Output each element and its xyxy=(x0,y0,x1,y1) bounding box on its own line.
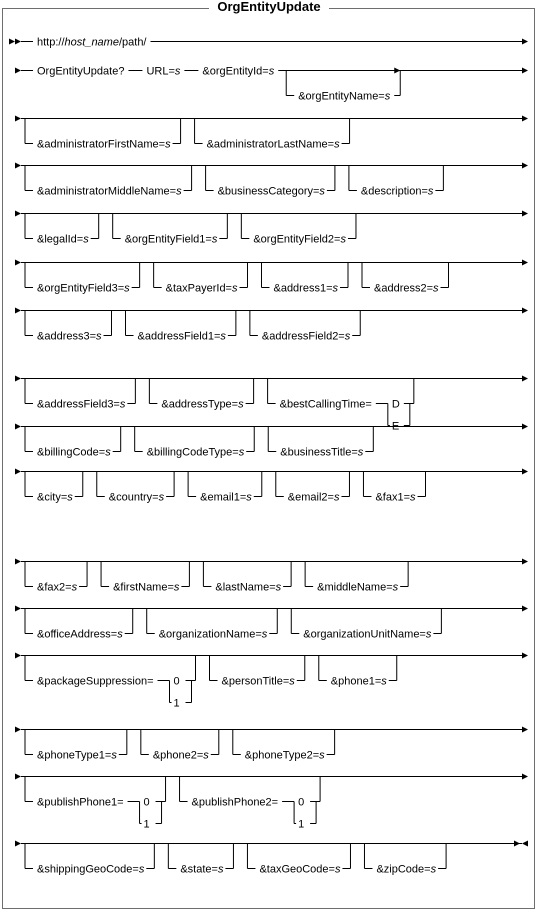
syntax-token-r15-p1: &state=s xyxy=(180,863,224,876)
continuation-arrow-icon xyxy=(15,211,21,217)
syntax-token-r7-p1: &addressType=s xyxy=(161,398,244,411)
start-arrow-icon xyxy=(15,39,21,45)
continuation-arrow-icon xyxy=(15,308,21,314)
syntax-token-r5-p2: &address1=s xyxy=(273,282,338,295)
syntax-token-r1-p2: &orgEntityId=s xyxy=(202,65,275,78)
syntax-token-r10-p3: &middleName=s xyxy=(317,581,399,594)
choice-option-1: 1 xyxy=(298,818,305,831)
syntax-token-r0-p0: http://host_name/path/ xyxy=(37,36,147,49)
syntax-token-r2-p1: &administratorLastName=s xyxy=(206,138,340,151)
continuation-arrow-icon xyxy=(15,841,21,847)
syntax-token-r10-p2: &lastName=s xyxy=(215,581,282,594)
syntax-token-r8-p1: &billingCodeType=s xyxy=(146,446,245,459)
continue-arrow-icon xyxy=(522,653,528,659)
syntax-token-r9-p3: &email2=s xyxy=(287,491,340,504)
syntax-token-r13-p0: &phoneType1=s xyxy=(37,749,117,762)
continuation-arrow-icon xyxy=(15,469,21,475)
continuation-arrow-icon xyxy=(15,606,21,612)
syntax-token-r4-p1: &orgEntityField1=s xyxy=(124,233,218,246)
syntax-token-r11-p0: &officeAddress=s xyxy=(37,628,123,641)
syntax-token-r2-p0: &administratorFirstName=s xyxy=(37,138,171,151)
syntax-token-r6-p2: &addressField2=s xyxy=(261,330,351,343)
continue-arrow-icon xyxy=(522,260,528,266)
syntax-token-r15-p0: &shippingGeoCode=s xyxy=(37,863,145,876)
syntax-token-r7-p2: &bestCallingTime= xyxy=(279,398,372,411)
syntax-token-r11-p1: &organizationName=s xyxy=(158,628,268,641)
syntax-token-r1-popt0: &orgEntityName=s xyxy=(298,90,391,103)
continue-arrow-icon xyxy=(522,163,528,169)
continue-arrow-icon xyxy=(522,211,528,217)
choice-option-D: D xyxy=(391,398,400,411)
continue-arrow-icon xyxy=(522,727,528,733)
continuation-arrow-icon xyxy=(15,424,21,430)
continue-arrow-icon xyxy=(522,559,528,565)
syntax-token-r15-p2: &taxGeoCode=s xyxy=(259,863,341,876)
syntax-token-r10-p0: &fax2=s xyxy=(37,581,78,594)
end-arrow-icon xyxy=(522,841,528,847)
continuation-arrow-icon xyxy=(15,260,21,266)
syntax-token-r14-p0: &publishPhone1= xyxy=(37,796,124,809)
continue-arrow-icon xyxy=(522,116,528,122)
end-arrow-icon xyxy=(514,841,520,847)
syntax-token-r9-p2: &email1=s xyxy=(200,491,252,504)
continue-arrow-icon xyxy=(522,376,528,382)
syntax-token-r6-p0: &address3=s xyxy=(37,330,102,343)
continuation-arrow-icon xyxy=(15,116,21,122)
syntax-token-r3-p0: &administratorMiddleName=s xyxy=(37,185,182,198)
syntax-token-r15-p3: &zipCode=s xyxy=(376,863,437,876)
syntax-token-r13-p2: &phoneType2=s xyxy=(244,749,325,762)
syntax-token-r4-p0: &legalId=s xyxy=(37,233,89,246)
choice-option-E: E xyxy=(391,420,400,433)
choice-option-0: 0 xyxy=(173,675,180,688)
continue-arrow-icon xyxy=(522,39,528,45)
continue-arrow-icon xyxy=(522,68,528,74)
continue-arrow-icon xyxy=(522,774,528,780)
continuation-arrow-icon xyxy=(15,653,21,659)
choice-option-0: 0 xyxy=(298,796,305,809)
diagram-title: OrgEntityUpdate xyxy=(217,0,321,14)
syntax-token-r12-p2: &phone1=s xyxy=(330,675,387,688)
syntax-token-r9-p4: &fax1=s xyxy=(375,491,416,504)
syntax-token-r8-p0: &billingCode=s xyxy=(37,446,111,459)
continuation-arrow-icon xyxy=(15,68,21,74)
syntax-token-r12-p1: &personTitle=s xyxy=(221,675,295,688)
syntax-token-r9-p0: &city=s xyxy=(37,491,73,504)
continuation-arrow-icon xyxy=(15,559,21,565)
continue-arrow-icon xyxy=(522,606,528,612)
syntax-token-r12-p0: &packageSuppression= xyxy=(37,675,154,688)
continuation-arrow-icon xyxy=(15,727,21,733)
syntax-token-r1-p1: URL=s xyxy=(146,65,181,78)
start-arrow-icon xyxy=(9,39,15,45)
continue-arrow-icon xyxy=(522,469,528,475)
syntax-token-r9-p1: &country=s xyxy=(108,491,165,504)
syntax-token-r4-p2: &orgEntityField2=s xyxy=(253,233,346,246)
syntax-token-r5-p0: &orgEntityField3=s xyxy=(37,282,130,295)
syntax-token-r13-p1: &phone2=s xyxy=(152,749,209,762)
choice-option-1: 1 xyxy=(173,697,180,710)
continuation-arrow-icon xyxy=(15,376,21,382)
continue-arrow-icon xyxy=(522,308,528,314)
continue-arrow-icon xyxy=(522,424,528,430)
syntax-token-r6-p1: &addressField1=s xyxy=(137,330,226,343)
syntax-token-r14-p1: &publishPhone2= xyxy=(191,796,279,809)
syntax-token-r1-p0: OrgEntityUpdate? xyxy=(37,65,125,78)
syntax-token-r7-p0: &addressField3=s xyxy=(37,398,126,411)
syntax-token-r8-p2: &businessTitle=s xyxy=(280,446,364,459)
syntax-token-r5-p1: &taxPayerId=s xyxy=(165,282,238,295)
choice-option-0: 0 xyxy=(143,796,150,809)
choice-option-1: 1 xyxy=(143,818,150,831)
syntax-token-r10-p1: &firstName=s xyxy=(113,581,180,594)
continuation-arrow-icon xyxy=(15,163,21,169)
syntax-token-r3-p1: &businessCategory=s xyxy=(217,185,325,198)
syntax-token-r11-p2: &organizationUnitName=s xyxy=(303,628,432,641)
syntax-token-r5-p3: &address2=s xyxy=(374,282,439,295)
continuation-arrow-icon xyxy=(15,774,21,780)
syntax-token-r3-p2: &description=s xyxy=(360,185,434,198)
syntax-rows xyxy=(9,37,528,876)
